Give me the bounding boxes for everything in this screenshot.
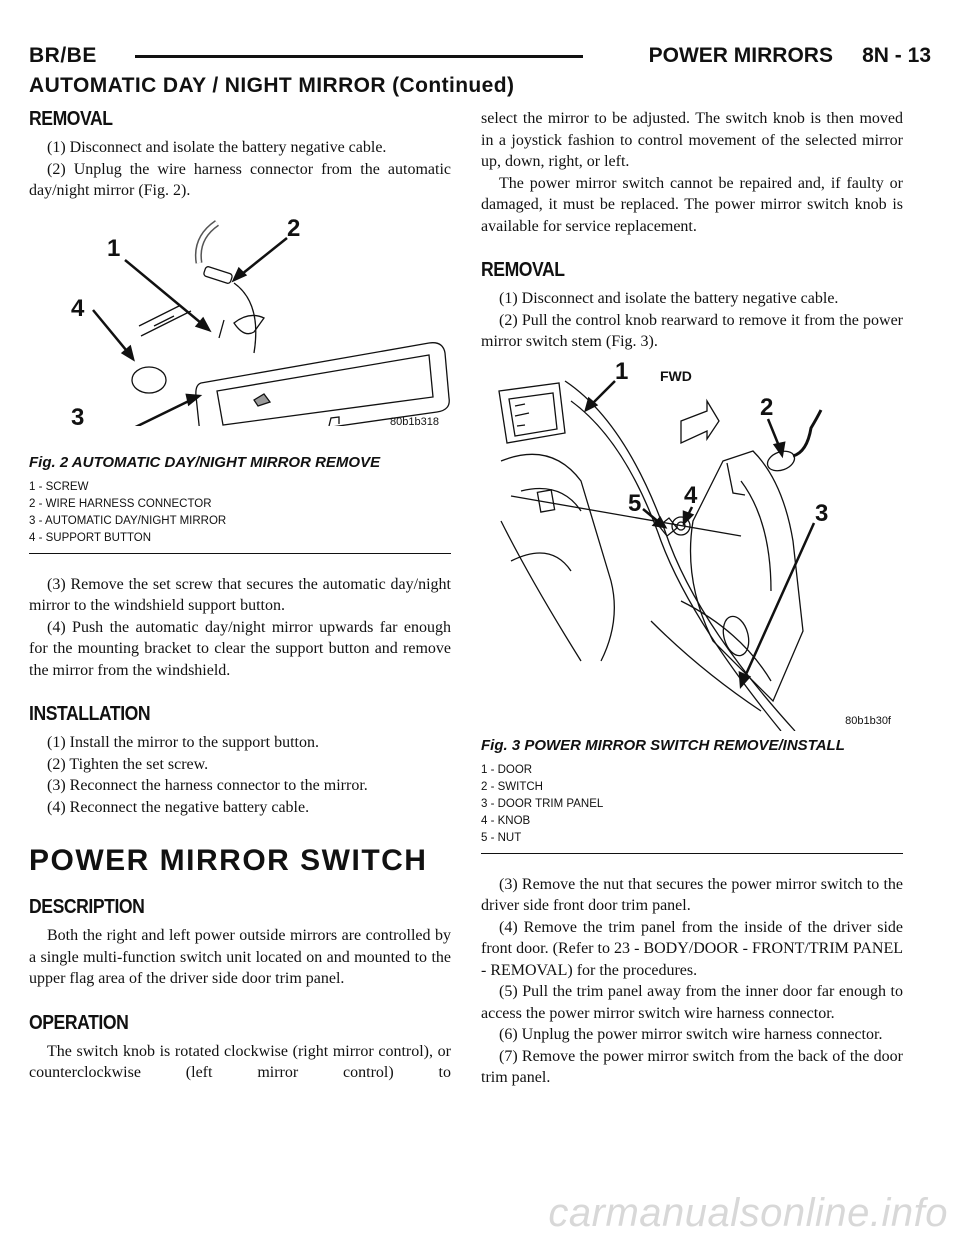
figure-legend [29,479,451,553]
legend-item: 3 - DOOR TRIM PANEL [481,797,604,810]
figure-code: 80b1b318 [390,415,439,428]
callout-1: 1 [107,234,121,262]
removal-step: (4) Push the automatic day/night mirror upwards far enough for the mounting bracket to clear the support button and remove the mirror from the windshield. [29,618,451,679]
left-column [29,108,451,1084]
description-heading: DESCRIPTION [29,896,145,918]
install-step: (1) Install the mirror to the support button. [47,734,319,751]
figure-2 [29,208,451,554]
callout-2: 2 [287,214,301,242]
removal-step: (4) Remove the trim panel from the inside of the driver side front door. (Refer to 23 - BODY/DOOR - FRONT/TRIM PANEL - REMOVAL) for the procedures. [481,918,903,979]
legend-item: 2 - SWITCH [481,780,543,793]
door-illustration [481,361,903,731]
operation-text-cont: select the mirror to be adjusted. The switch knob is then moved in a joystick fashion to control movement of the selected mirror up, down, right, or left. [481,110,903,170]
callout-3: 3 [815,499,829,527]
legend-item: 1 - SCREW [29,480,89,493]
callout-1: 1 [615,360,629,385]
removal-step: (3) Remove the nut that secures the power mirror switch to the driver side front door trim panel. [481,875,903,914]
figure-code: 80b1b30f [845,714,891,727]
legend-item: 5 - NUT [481,831,522,844]
figure-caption: Fig. 3 POWER MIRROR SWITCH REMOVE/INSTALL [481,736,845,754]
legend-item: 3 - AUTOMATIC DAY/NIGHT MIRROR [29,514,227,527]
watermark: carmanualsonline.info [548,1191,948,1235]
removal-heading: REMOVAL [481,259,565,281]
operation-text: The switch knob is rotated clockwise (right mirror control), or counterclockwise (left mirror control) to [29,1042,451,1081]
installation-heading: INSTALLATION [29,703,151,725]
callout-4: 4 [71,294,85,322]
removal-step: (5) Pull the trim panel away from the inner door far enough to access the power mirror switch wire harness connector. [481,983,903,1022]
section-title: POWER MIRROR SWITCH [29,844,428,877]
callout-4: 4 [684,481,698,509]
install-step: (2) Tighten the set screw. [47,755,209,773]
page-header [29,40,931,68]
removal-step: (3) Remove the set screw that secures the automatic day/night mirror to the windshield support button. [29,575,451,614]
removal-step: (2) Pull the control knob rearward to remove it from the power mirror switch stem (Fig. 3). [481,311,903,350]
removal-step: (1) Disconnect and isolate the battery negative cable. [47,139,387,156]
install-step: (3) Reconnect the harness connector to the mirror. [47,777,368,794]
operation-heading: OPERATION [29,1011,129,1034]
removal-step: (2) Unplug the wire harness connector from the automatic day/night mirror (Fig. 2). [29,160,451,199]
removal-heading: REMOVAL [29,108,113,130]
callout-5: 5 [628,489,642,517]
mirror-illustration [29,208,451,426]
continued-title: AUTOMATIC DAY / NIGHT MIRROR (Continued) [29,74,515,97]
operation-text-2: The power mirror switch cannot be repaired and, if faulty or damaged, it must be replaced. The power mirror switch knob is available for service replacement. [481,174,903,235]
legend-item: 4 - KNOB [481,814,531,827]
removal-step: (1) Disconnect and isolate the battery negative cable. [499,290,839,307]
figure-3 [481,361,903,854]
header-model: BR/BE [29,44,97,67]
legend-item: 1 - DOOR [481,763,533,776]
figure-caption: Fig. 2 AUTOMATIC DAY/NIGHT MIRROR REMOVE [29,453,381,471]
description-text: Both the right and left power outside mirrors are controlled by a single multi-function switch unit located on and mounted to the upper flag area of the driver side door trim panel. [29,927,451,987]
figure-legend [481,762,903,853]
install-step: (4) Reconnect the negative battery cable. [47,798,310,816]
callout-3: 3 [71,403,85,431]
legend-item: 4 - SUPPORT BUTTON [29,531,152,544]
header-rule [135,55,583,58]
removal-step: (7) Remove the power mirror switch from the back of the door trim panel. [481,1047,903,1086]
legend-item: 2 - WIRE HARNESS CONNECTOR [29,497,212,510]
fwd-label: FWD [660,367,692,384]
callout-2: 2 [760,393,774,421]
removal-step: (6) Unplug the power mirror switch wire harness connector. [499,1026,883,1043]
header-section: POWER MIRRORS 8N - 13 [648,44,931,67]
right-column [481,108,903,1089]
